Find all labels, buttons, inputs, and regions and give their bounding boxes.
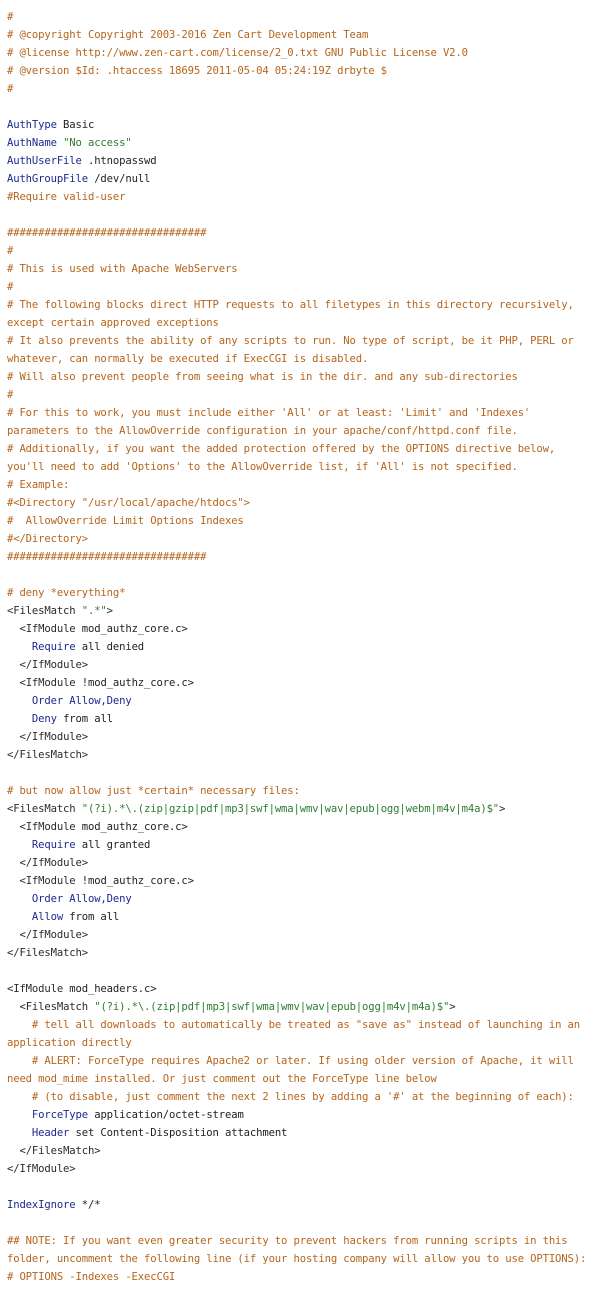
htaccess-file-content	[7, 8, 593, 1286]
code-line	[7, 710, 593, 728]
code-token: AuthName	[7, 137, 57, 149]
code-token: >	[106, 605, 113, 617]
code-line	[7, 278, 593, 296]
code-token: "(?i).*\.(zip|gzip|pdf|mp3|swf|wma|wmv|wav|epub|ogg|webm|m4v|m4a)$"	[81, 803, 500, 815]
code-comment: # OPTIONS -Indexes -ExecCGI	[7, 1271, 176, 1283]
code-line	[7, 1142, 593, 1160]
code-line	[7, 80, 593, 98]
code-line	[7, 944, 593, 962]
code-line	[7, 764, 593, 782]
code-line	[7, 800, 593, 818]
code-token: IndexIgnore	[7, 1199, 76, 1211]
code-token: Order	[7, 893, 64, 905]
code-line	[7, 386, 593, 404]
code-line	[7, 818, 593, 836]
code-token: from all	[56, 713, 113, 725]
code-comment: #	[7, 83, 14, 95]
code-comment: # Example:	[7, 479, 70, 491]
code-token: </IfModule>	[7, 929, 88, 941]
code-line	[7, 908, 593, 926]
code-token: mod_headers.c>	[63, 983, 157, 995]
code-comment: # For this to work, you must include either 'All' or at least: 'Limit' and 'Indexes' parameters to the AllowOverride configuration in your apache/conf/httpd.conf file.	[7, 407, 537, 437]
code-token: <FilesMatch	[7, 605, 76, 617]
code-line	[7, 1016, 593, 1052]
code-token: Allow	[7, 911, 64, 923]
code-comment: # The following blocks direct HTTP requests to all filetypes in this directory recursively, except certain approved exceptions	[7, 299, 580, 329]
code-comment: #	[7, 11, 14, 23]
code-comment: # but now allow just *certain* necessary files:	[7, 785, 300, 797]
code-line	[7, 1088, 593, 1106]
code-comment: # Additionally, if you want the added protection offered by the OPTIONS directive below, you'll need to add 'Options' to the AllowOverride list, if 'All' is not specified.	[7, 443, 562, 473]
code-token: !mod_authz_core.c>	[75, 875, 194, 887]
code-token: Basic	[56, 119, 95, 131]
code-token: <IfModule	[7, 623, 76, 635]
code-comment: ## NOTE: If you want even greater security to prevent hackers from running scripts in this folder, uncomment the following line (if your hosting company will allow you to use OPTIONS):	[7, 1235, 587, 1265]
code-line	[7, 332, 593, 368]
code-comment: ################################	[7, 227, 207, 239]
code-line	[7, 530, 593, 548]
code-line	[7, 1106, 593, 1124]
code-line	[7, 692, 593, 710]
code-comment: #</Directory>	[7, 533, 88, 545]
code-line	[7, 620, 593, 638]
code-token: >	[449, 1001, 456, 1013]
code-token: AuthUserFile	[7, 155, 82, 167]
code-token: AuthType	[7, 119, 57, 131]
code-token: <IfModule	[7, 821, 76, 833]
code-line	[7, 1160, 593, 1178]
code-line	[7, 1196, 593, 1214]
code-line	[7, 890, 593, 908]
code-line	[7, 134, 593, 152]
code-token: Require	[7, 641, 76, 653]
code-line	[7, 1124, 593, 1142]
code-token: </FilesMatch>	[7, 749, 88, 761]
code-line	[7, 962, 593, 980]
code-line	[7, 476, 593, 494]
code-token: <IfModule	[7, 677, 76, 689]
code-line	[7, 260, 593, 278]
code-line	[7, 188, 593, 206]
code-line	[7, 674, 593, 692]
code-token: mod_authz_core.c>	[75, 821, 188, 833]
code-token: Require	[7, 839, 76, 851]
code-token: Order	[7, 695, 64, 707]
code-token: </IfModule>	[7, 857, 88, 869]
code-comment: #	[7, 389, 14, 401]
code-line	[7, 548, 593, 566]
code-line	[7, 1214, 593, 1232]
code-line	[7, 1052, 593, 1088]
code-line	[7, 62, 593, 80]
code-token: Deny	[7, 713, 57, 725]
code-line	[7, 602, 593, 620]
code-token: </FilesMatch>	[7, 947, 88, 959]
code-comment: # AllowOverride Limit Options Indexes	[7, 515, 244, 527]
code-comment: # @version $Id: .htaccess 18695 2011-05-04 05:24:19Z drbyte $	[7, 65, 387, 77]
code-token: application/octet-stream	[87, 1109, 244, 1121]
code-line	[7, 638, 593, 656]
code-token: set Content-Disposition attachment	[69, 1127, 288, 1139]
code-token: ".*"	[81, 605, 107, 617]
code-token: all granted	[75, 839, 151, 851]
code-line	[7, 782, 593, 800]
code-token: "(?i).*\.(zip|pdf|mp3|swf|wma|wmv|wav|epub|ogg|m4v|m4a)$"	[94, 1001, 450, 1013]
code-line	[7, 116, 593, 134]
code-line	[7, 440, 593, 476]
code-token: <IfModule	[7, 983, 64, 995]
code-comment: # It also prevents the ability of any scripts to run. No type of script, be it PHP, PERL or whatever, can normally be executed if ExecCGI is disabled.	[7, 335, 580, 365]
code-line	[7, 926, 593, 944]
code-line	[7, 1178, 593, 1196]
code-line	[7, 206, 593, 224]
code-line	[7, 8, 593, 26]
code-line	[7, 656, 593, 674]
code-token: Allow,Deny	[69, 695, 132, 707]
code-line	[7, 494, 593, 512]
code-line	[7, 368, 593, 386]
code-line	[7, 1232, 593, 1268]
code-comment: # Will also prevent people from seeing what is in the dir. and any sub-directories	[7, 371, 518, 383]
code-line	[7, 152, 593, 170]
code-comment: ################################	[7, 551, 207, 563]
code-line	[7, 998, 593, 1016]
code-line	[7, 170, 593, 188]
code-token: Header	[7, 1127, 70, 1139]
code-line	[7, 98, 593, 116]
code-line	[7, 728, 593, 746]
code-token: all denied	[75, 641, 145, 653]
code-token: .htnopasswd	[81, 155, 157, 167]
code-line	[7, 746, 593, 764]
code-token: AuthGroupFile	[7, 173, 88, 185]
code-token: ForceType	[7, 1109, 88, 1121]
code-comment: #	[7, 245, 14, 257]
code-comment: #Require valid-user	[7, 191, 126, 203]
code-token: <FilesMatch	[7, 803, 76, 815]
code-line	[7, 584, 593, 602]
code-line	[7, 296, 593, 332]
code-comment: # deny *everything*	[7, 587, 126, 599]
code-token: "No access"	[63, 137, 132, 149]
code-comment: # tell all downloads to automatically be treated as "save as" instead of launching in an application directly	[7, 1019, 587, 1049]
code-comment: #<Directory "/usr/local/apache/htdocs">	[7, 497, 250, 509]
code-line	[7, 980, 593, 998]
code-comment: # @copyright Copyright 2003-2016 Zen Cart Development Team	[7, 29, 369, 41]
code-token: </IfModule>	[7, 731, 88, 743]
code-token: </IfModule>	[7, 1163, 76, 1175]
code-token: </IfModule>	[7, 659, 88, 671]
code-line	[7, 242, 593, 260]
code-token: Allow,Deny	[69, 893, 132, 905]
code-comment: # ALERT: ForceType requires Apache2 or later. If using older version of Apache, it will need mod_mime installed. Or just comment out the ForceType line below	[7, 1055, 580, 1085]
code-token: */*	[75, 1199, 101, 1211]
code-token: <IfModule	[7, 875, 76, 887]
code-comment: # This is used with Apache WebServers	[7, 263, 238, 275]
code-comment: # @license http://www.zen-cart.com/license/2_0.txt GNU Public License V2.0	[7, 47, 468, 59]
code-comment: #	[7, 281, 14, 293]
code-line	[7, 854, 593, 872]
code-line	[7, 512, 593, 530]
code-line	[7, 404, 593, 440]
code-token: from all	[63, 911, 120, 923]
code-line	[7, 836, 593, 854]
code-comment: # (to disable, just comment the next 2 lines by adding a '#' at the beginning of each):	[7, 1091, 574, 1103]
code-line	[7, 44, 593, 62]
code-token: >	[499, 803, 506, 815]
code-token: !mod_authz_core.c>	[75, 677, 194, 689]
code-line	[7, 224, 593, 242]
code-token: </FilesMatch>	[7, 1145, 101, 1157]
code-token: <FilesMatch	[7, 1001, 88, 1013]
code-line	[7, 1268, 593, 1286]
code-token: mod_authz_core.c>	[75, 623, 188, 635]
code-line	[7, 872, 593, 890]
code-line	[7, 566, 593, 584]
code-token: /dev/null	[87, 173, 151, 185]
code-line	[7, 26, 593, 44]
